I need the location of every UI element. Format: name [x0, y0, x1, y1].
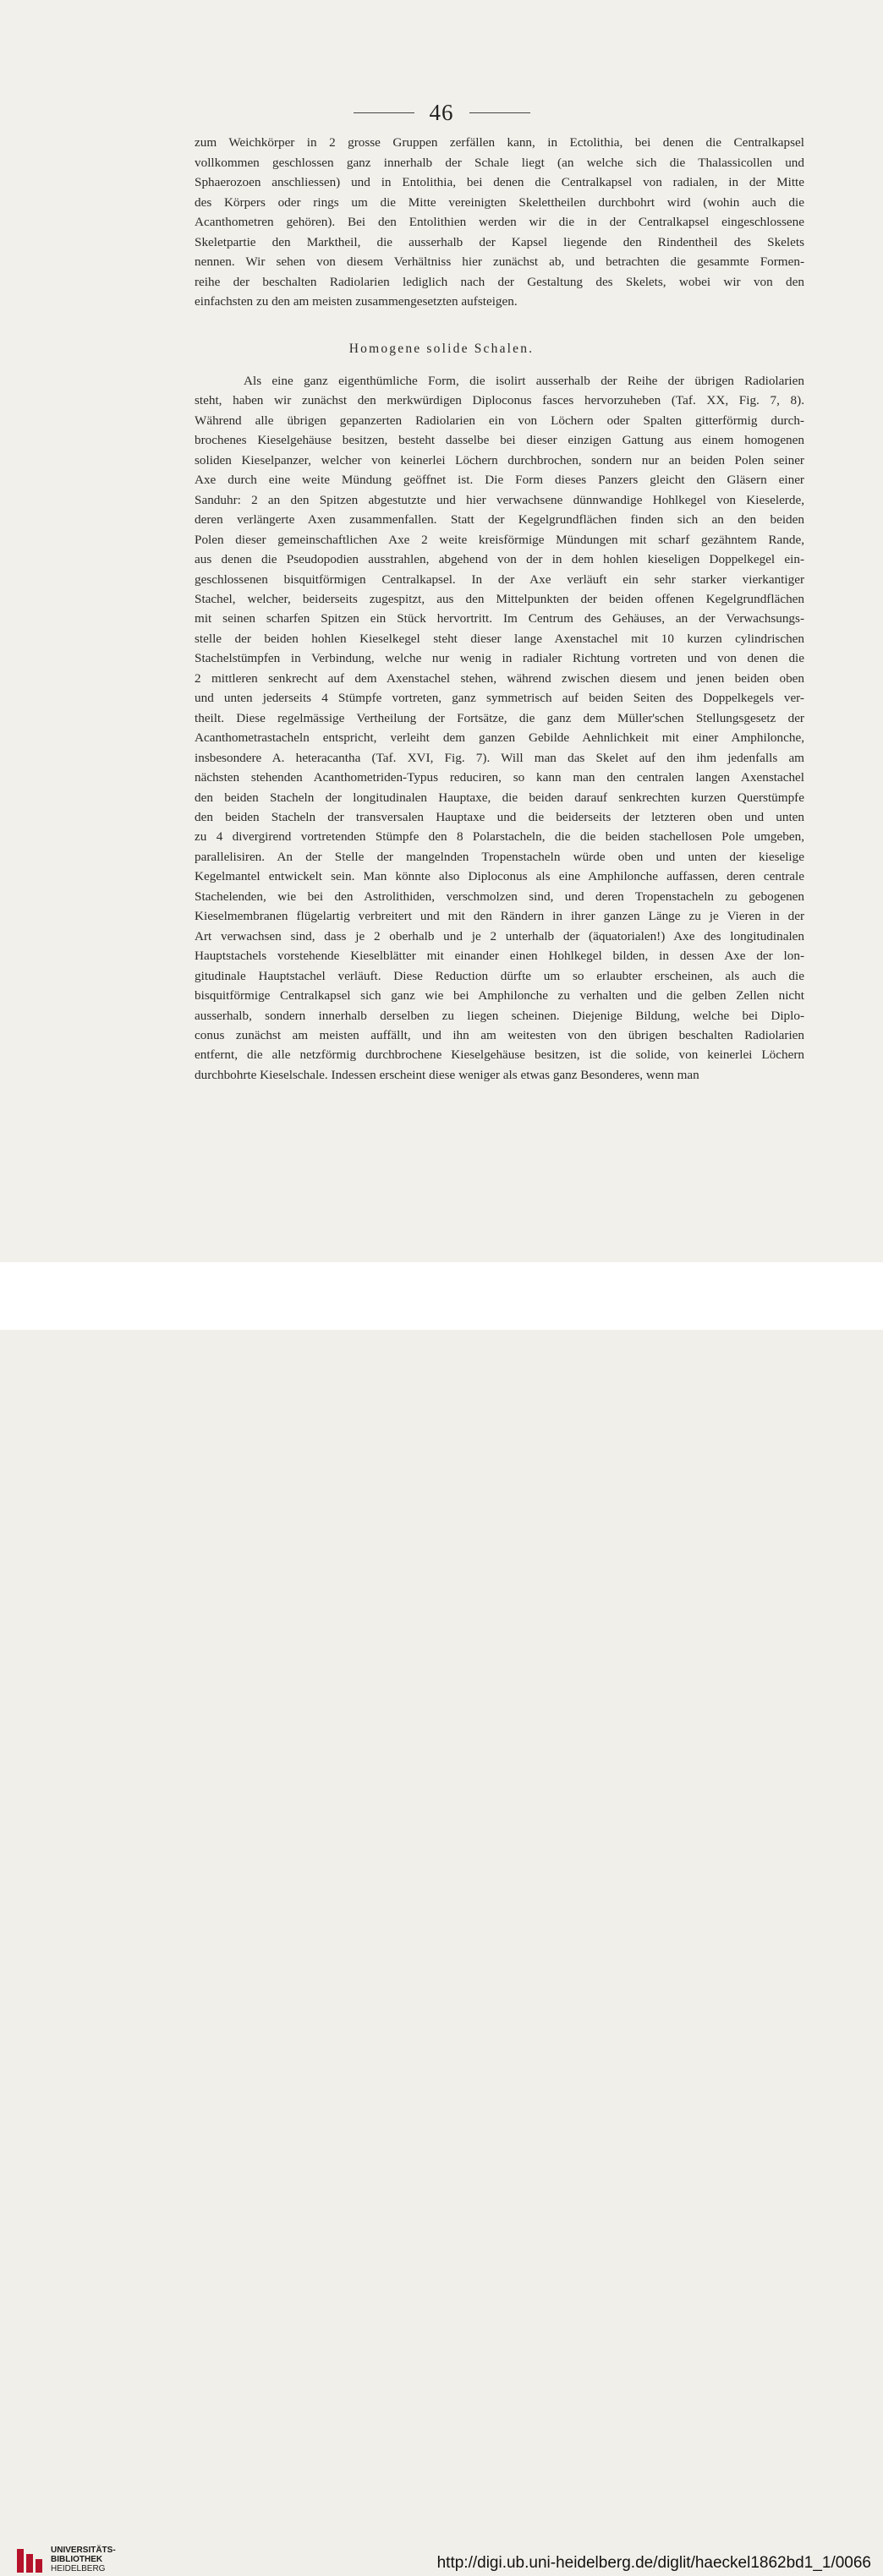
text-line: den beiden Stacheln der longitudinalen Hauptaxe, die beiden darauf senkrechten kurzen Querstümpfe — [195, 790, 804, 805]
text-line: Acanthometrastacheln entspricht, verleiht dem ganzen Gebilde Aehnlichkeit mit einer Amphilonche, — [195, 730, 804, 746]
footer-bar — [0, 1262, 883, 2573]
text-line: Kieselmembranen flügelartig verbreitert und mit den Rändern in ihrer ganzen Länge zu je Vieren in der — [195, 909, 804, 924]
paragraph-intro — [195, 133, 804, 312]
text-line: Stachel, welcher, beiderseits zugespitzt, aus den Mittelpunkten der beiden offenen Kegelgrundflächen — [195, 591, 804, 606]
page-number: 46 — [429, 100, 454, 125]
text-line: aus denen die Pseudopodien ausstrahlen, abgehend von der in dem hohlen kieseligen Doppelkegel ein- — [195, 552, 804, 567]
text-line: steht, haben wir zunächst den merkwürdigen Diploconus fasces hervorzuheben (Taf. XX, Fig. 7, 8). — [195, 393, 804, 408]
page-header — [0, 100, 883, 126]
text-line: durchbohrte Kieselschale. Indessen erscheint diese weniger als etwas ganz Besonderes, wenn man — [195, 1067, 699, 1082]
text-line: Stachelenden, wie bei den Astrolithiden, verschmolzen sind, und deren Tropenstacheln zu gebogenen — [195, 889, 804, 904]
library-name — [51, 2546, 116, 2573]
text-line: Axe durch eine weite Mündung geöffnet ist. Die Form dieses Panzers gleicht den Gläsern einer — [195, 473, 804, 488]
scanned-page — [0, 0, 883, 1262]
text-line: Hauptstachels vorstehende Kieselblätter mit einander einen Hohlkegel bilden, in dessen Axe der lon- — [195, 949, 804, 964]
text-line: deren verlängerte Axen zusammenfallen. Statt der Kegelgrundflächen finden sich an den beiden — [195, 512, 804, 528]
text-line: zum Weichkörper in 2 grosse Gruppen zerfällen kann, in Ectolithia, bei denen die Centralkapsel — [195, 135, 804, 150]
text-line: Als eine ganz eigenthümliche Form, die isolirt ausserhalb der Reihe der übrigen Radiolarien — [244, 374, 804, 388]
text-line: den beiden Stacheln der transversalen Hauptaxe und die beiderseits der letzteren oben und unten — [195, 809, 804, 824]
text-line: Acanthometren gehören). Bei den Entolithien werden wir die in der Centralkapsel eingeschlossene — [195, 215, 804, 230]
header-rule-left — [354, 112, 414, 113]
text-line: stelle der beiden hohlen Kieselkegel steht dieser lange Axenstachel mit 10 kurzen cylindrischen — [195, 631, 804, 646]
text-line: und unten jederseits 4 Stümpfe vortreten, ganz symmetrisch auf beiden Seiten des Doppelkegels ver- — [195, 691, 804, 706]
text-line: gitudinale Hauptstachel verläuft. Diese Reduction dürfte um so erlaubter erscheinen, als auch die — [195, 968, 804, 983]
text-line: brochenes Kieselgehäuse besitzen, besteht dasselbe bei dieser einzigen Gattung aus einem homogenen — [195, 433, 804, 448]
text-line: einfachsten zu den am meisten zusammengesetzten aufsteigen. — [195, 294, 518, 309]
text-line: reihe der beschalten Radiolarien lediglich nach der Gestaltung des Skelets, wobei wir von den — [195, 274, 804, 289]
text-line: parallelisiren. An der Stelle der mangelnden Tropenstacheln würde oben und unten der kieselige — [195, 849, 804, 864]
text-line: Während alle übrigen gepanzerten Radiolarien ein von Löchern oder Spalten gitterförmig durch- — [195, 413, 804, 428]
text-line: Kegelmantel entwickelt sein. Man könnte also Diploconus als eine Amphilonche auffassen, deren centrale — [195, 869, 804, 884]
text-line: 2 mittleren senkrecht auf dem Axenstachel stehen, während zwischen diesem und jenen beiden oben — [195, 670, 804, 686]
text-line: zu 4 divergirend vortretenden Stümpfe den 8 Polarstacheln, die die beiden stachellosen Pole umgeben, — [195, 829, 804, 845]
text-line: Skeletpartie den Marktheil, die ausserhalb der Kapsel liegende den Rindentheil des Skelets — [195, 234, 804, 249]
text-line: nennen. Wir sehen von diesem Verhältniss hier zunächst ab, und betrachten die gesammte Formen- — [195, 254, 804, 270]
text-line: Stachelstümpfen in Verbindung, welche nur wenig in radialer Richtung vortreten und von denen die — [195, 651, 804, 666]
text-line: bisquitförmige Centralkapsel sich ganz wie bei Amphilonche zu verhalten und die gelben Zellen nicht — [195, 988, 804, 1004]
library-name-line2: BIBLIOTHEK — [51, 2555, 103, 2564]
text-line: conus zunächst am meisten auffällt, und ihn am weitesten von den übrigen beschalten Radiolarien — [195, 1027, 804, 1042]
text-line: Sanduhr: 2 an den Spitzen abgestutzte und hier verwachsene dünnwandige Hohlkegel von Kieselerde, — [195, 492, 804, 507]
text-line: theilt. Diese regelmässige Vertheilung der Fortsätze, die ganz dem Müller'schen Stellungsgesetz der — [195, 710, 804, 725]
source-url[interactable]: http://digi.ub.uni-heidelberg.de/diglit/haeckel1862bd1_1/0066 — [436, 2554, 871, 2572]
library-name-line3: HEIDELBERG — [51, 2564, 106, 2573]
paragraph-diploconus — [195, 371, 804, 1085]
text-line: Polen dieser gemeinschaftlichen Axe 2 weite kreisförmige Mündungen mit scharf gezähntem Rande, — [195, 532, 804, 547]
text-line: entfernt, die alle netzförmig durchbrochene Kieselgehäuse besitzen, ist die solide, von keinerlei Löchern — [195, 1047, 804, 1063]
section-heading: Homogene solide Schalen. — [348, 342, 535, 356]
university-library-logo-icon — [12, 2546, 46, 2576]
text-line: insbesondere A. heteracantha (Taf. XVI, Fig. 7). Will man das Skelet auf den ihm jedenfalls am — [195, 750, 804, 765]
text-line: nächsten stehenden Acanthometriden-Typus reduciren, so kann man den centralen langen Axenstachel — [195, 770, 804, 785]
header-rule-right — [469, 112, 530, 113]
text-line: soliden Kieselpanzer, welcher von keinerlei Löchern durchbrochen, sondern nur an beiden Polen seiner — [195, 452, 804, 468]
text-line: Sphaerozoen anschliessen) und in Entolithia, bei denen die Centralkapsel von radialen, in der Mitte — [195, 175, 804, 190]
text-line: ausserhalb, sondern innerhalb derselben zu liegen scheinen. Diejenige Bildung, welche bei Diplo- — [195, 1008, 804, 1023]
text-line: geschlossenen bisquitförmigen Centralkapsel. In der Axe verläuft ein sehr starker vierkantiger — [195, 572, 804, 587]
text-line: vollkommen geschlossen ganz innerhalb der Schale liegt (an welche sich die Thalassicollen und — [195, 155, 804, 170]
text-line: des Körpers oder rings um die Mitte vereinigten Skelettheilen durchbohrt wird (wohin auch die — [195, 194, 804, 210]
text-line: Art verwachsen sind, dass je 2 oberhalb und je 2 unterhalb der (äquatorialen!) Axe des longitudinalen — [195, 928, 804, 943]
library-name-line1: UNIVERSITÄTS- — [51, 2546, 116, 2555]
text-line: mit seinen scharfen Spitzen ein Stück hervortritt. Im Centrum des Gehäuses, an der Verwachsungs- — [195, 611, 804, 626]
